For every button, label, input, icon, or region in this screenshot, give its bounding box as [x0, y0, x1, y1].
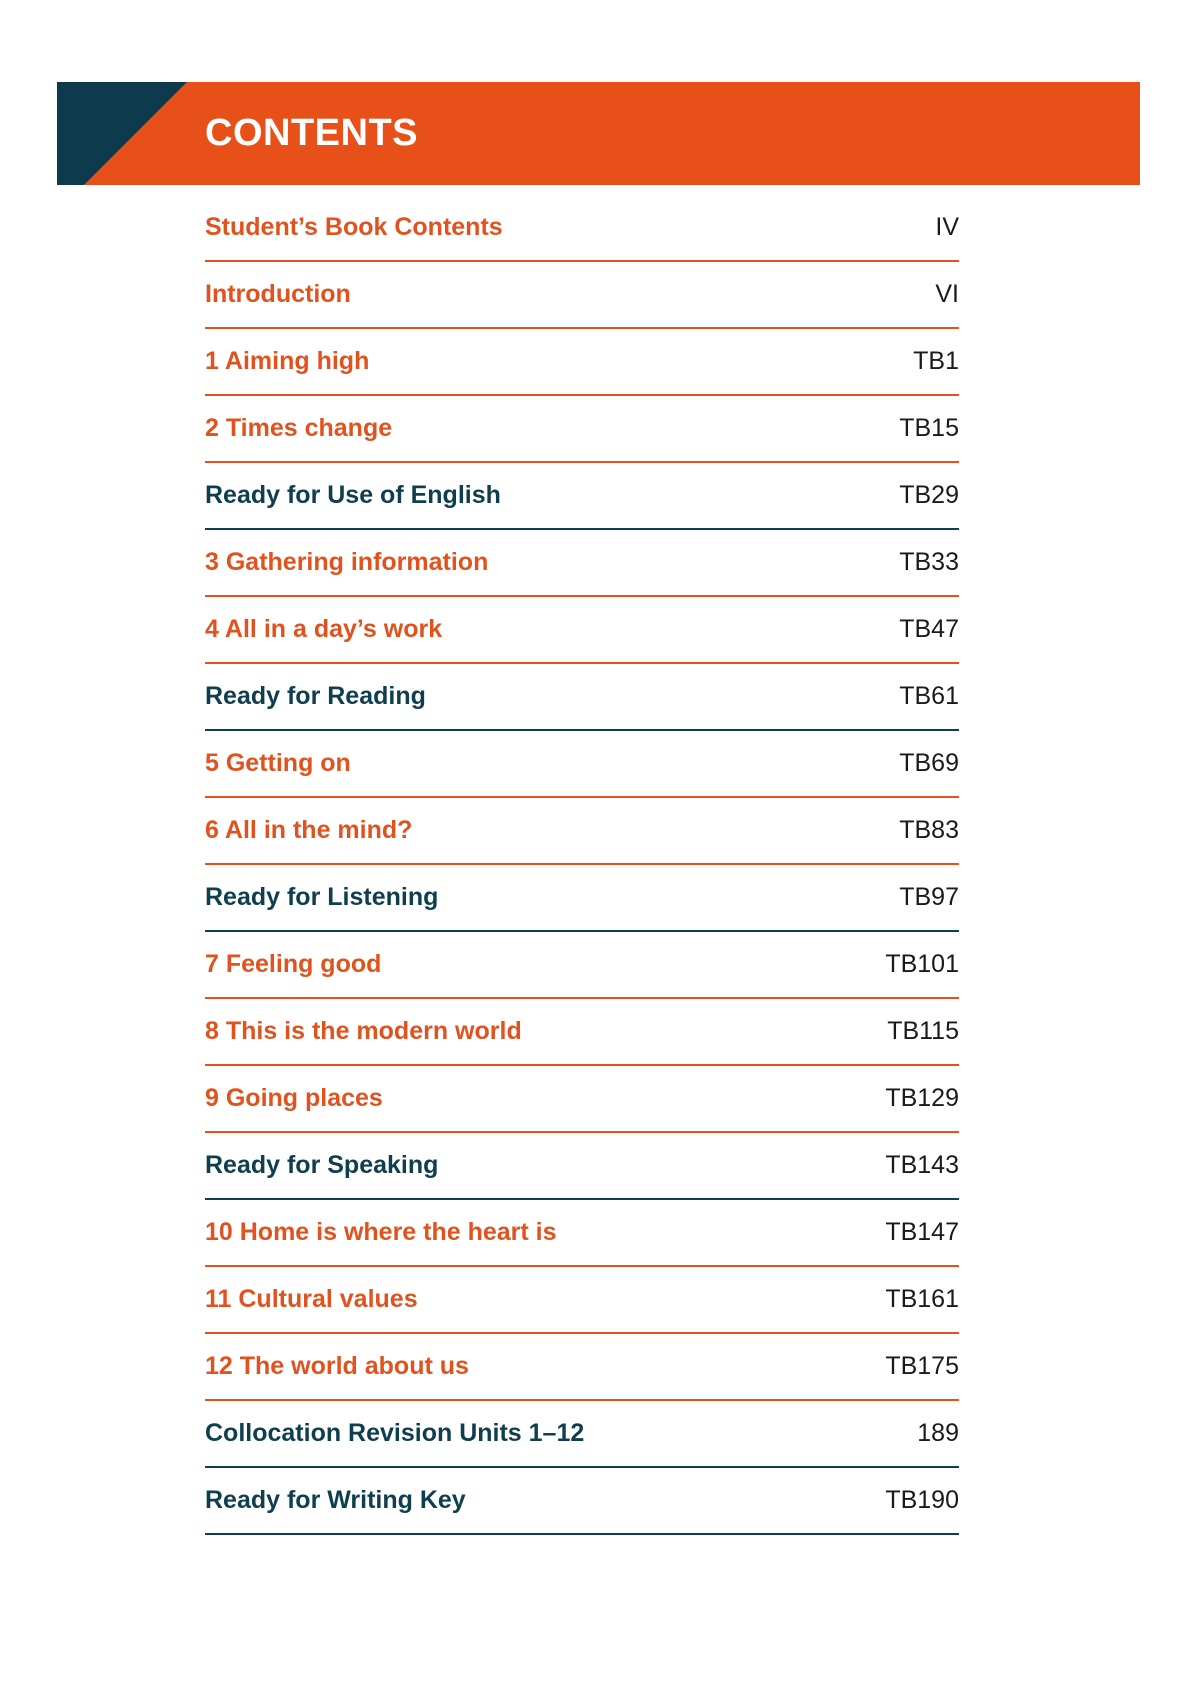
- toc-entry[interactable]: [205, 999, 959, 1066]
- toc-entry-page-number: TB33: [899, 548, 959, 576]
- toc-entry-page-number: TB101: [885, 950, 959, 978]
- contents-header-banner: [57, 82, 1140, 185]
- toc-entry[interactable]: [205, 262, 959, 329]
- toc-entry-title[interactable]: Student’s Book Contents: [205, 213, 503, 241]
- toc-entry-title[interactable]: Ready for Listening: [205, 883, 439, 911]
- toc-entry-page-number: TB15: [899, 414, 959, 442]
- toc-entry[interactable]: [205, 1334, 959, 1401]
- toc-entry-title[interactable]: 2 Times change: [205, 414, 393, 442]
- toc-entry-title[interactable]: 4 All in a day’s work: [205, 615, 443, 643]
- toc-entry[interactable]: [205, 463, 959, 530]
- toc-entry-title[interactable]: Ready for Writing Key: [205, 1486, 466, 1514]
- toc-entry-page-number: TB175: [885, 1352, 959, 1380]
- toc-entry[interactable]: [205, 798, 959, 865]
- toc-entry-title[interactable]: 6 All in the mind?: [205, 816, 413, 844]
- toc-entry[interactable]: [205, 1133, 959, 1200]
- toc-entry-page-number: TB129: [885, 1084, 959, 1112]
- toc-entry-title[interactable]: 10 Home is where the heart is: [205, 1218, 557, 1246]
- toc-entry[interactable]: [205, 731, 959, 798]
- page-title: CONTENTS: [205, 112, 418, 154]
- toc-entry-page-number: IV: [935, 213, 959, 241]
- toc-entry-title[interactable]: 9 Going places: [205, 1084, 383, 1112]
- toc-entry-page-number: TB161: [885, 1285, 959, 1313]
- toc-entry-title[interactable]: Ready for Speaking: [205, 1151, 439, 1179]
- toc-entry[interactable]: [205, 195, 959, 262]
- toc-entry-page-number: TB143: [885, 1151, 959, 1179]
- toc-entry-page-number: 189: [917, 1419, 959, 1447]
- toc-entry[interactable]: [205, 865, 959, 932]
- toc-entry[interactable]: [205, 1200, 959, 1267]
- toc-entry-page-number: TB115: [887, 1017, 959, 1045]
- toc-entry-page-number: TB29: [899, 481, 959, 509]
- toc-entry-title[interactable]: 8 This is the modern world: [205, 1017, 522, 1045]
- toc-entry[interactable]: [205, 530, 959, 597]
- toc-entry[interactable]: [205, 597, 959, 664]
- toc-entry[interactable]: [205, 1468, 959, 1535]
- toc-entry-page-number: TB97: [899, 883, 959, 911]
- toc-entry-title[interactable]: 5 Getting on: [205, 749, 351, 777]
- toc-entry[interactable]: [205, 396, 959, 463]
- toc-entry-page-number: TB61: [899, 682, 959, 710]
- toc-entry-title[interactable]: Ready for Reading: [205, 682, 426, 710]
- toc-entry-title[interactable]: Ready for Use of English: [205, 481, 501, 509]
- toc-entry-page-number: TB47: [899, 615, 959, 643]
- toc-entry[interactable]: [205, 329, 959, 396]
- toc-entry-title[interactable]: Collocation Revision Units 1–12: [205, 1419, 585, 1447]
- toc-entry[interactable]: [205, 1401, 959, 1468]
- toc-entry[interactable]: [205, 1066, 959, 1133]
- toc-entry-page-number: VI: [935, 280, 959, 308]
- toc-entry[interactable]: [205, 664, 959, 731]
- toc-entry-title[interactable]: 11 Cultural values: [205, 1285, 418, 1313]
- toc-entry-title[interactable]: 1 Aiming high: [205, 347, 370, 375]
- toc-entry-page-number: TB1: [913, 347, 959, 375]
- toc-entry-page-number: TB69: [899, 749, 959, 777]
- corner-triangle-decoration: [57, 82, 187, 185]
- toc-entry[interactable]: [205, 932, 959, 999]
- table-of-contents: [205, 195, 959, 1535]
- toc-entry-page-number: TB190: [885, 1486, 959, 1514]
- toc-entry-title[interactable]: 7 Feeling good: [205, 950, 382, 978]
- toc-entry-title[interactable]: 3 Gathering information: [205, 548, 489, 576]
- toc-entry-title[interactable]: Introduction: [205, 280, 351, 308]
- toc-entry-page-number: TB83: [899, 816, 959, 844]
- toc-entry-page-number: TB147: [885, 1218, 959, 1246]
- toc-entry-title[interactable]: 12 The world about us: [205, 1352, 469, 1380]
- toc-entry[interactable]: [205, 1267, 959, 1334]
